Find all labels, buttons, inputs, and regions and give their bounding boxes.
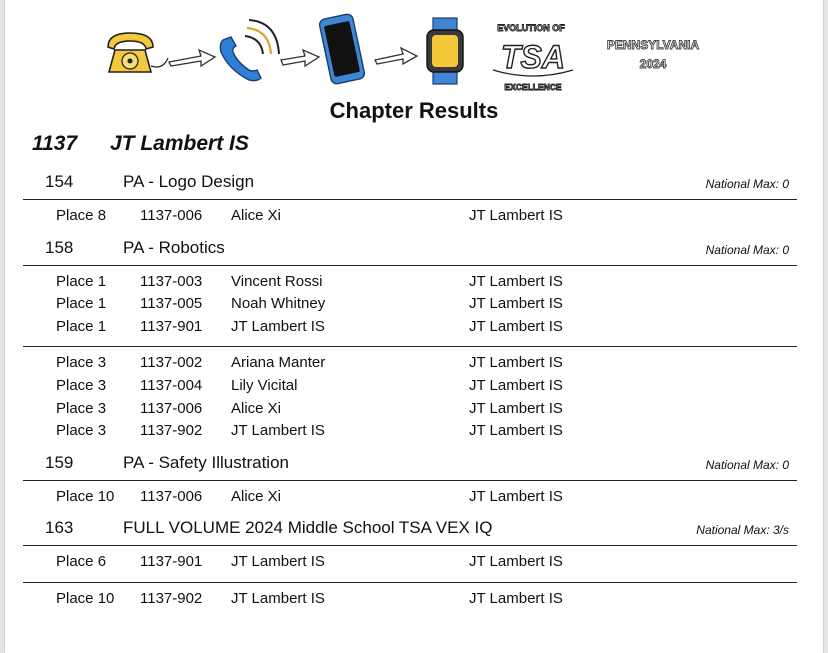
id-cell: 1137-003	[140, 272, 203, 290]
place-cell: Place 3	[56, 422, 107, 440]
national-max: National Max: 0	[705, 242, 789, 257]
id-cell: 1137-901	[140, 317, 203, 335]
school-cell: JT Lambert IS	[469, 317, 563, 335]
result-row	[23, 273, 797, 295]
event-header	[23, 516, 797, 542]
place-cell: Place 1	[56, 317, 107, 335]
logo-line3: EXCELLENCE	[504, 82, 562, 92]
place-cell: Place 3	[56, 377, 107, 394]
national-max: National Max: 0	[705, 457, 789, 472]
name-cell: JT Lambert IS	[231, 422, 325, 440]
result-row	[23, 295, 797, 317]
results-page	[5, 0, 823, 653]
school-cell: JT Lambert IS	[469, 295, 563, 313]
name-cell: Alice Xi	[231, 487, 282, 505]
name-cell: JT Lambert IS	[231, 553, 325, 571]
event-code: 158	[45, 237, 74, 257]
result-row	[23, 318, 797, 340]
id-cell: 1137-006	[140, 399, 203, 417]
arrow-icon	[375, 48, 417, 64]
id-cell: 1137-006	[140, 207, 203, 224]
school-cell: JT Lambert IS	[469, 399, 563, 417]
id-cell: 1137-004	[140, 377, 203, 394]
name-cell: Vincent Rossi	[231, 272, 323, 290]
place-cell: Place 10	[56, 487, 115, 505]
place-cell: Place 6	[56, 553, 107, 571]
event-header	[23, 236, 797, 262]
state-label: PENNSYLVANIA	[606, 38, 700, 52]
id-cell: 1137-006	[140, 487, 203, 505]
smartwatch-icon	[427, 18, 463, 84]
event-name: FULL VOLUME 2024 Middle School TSA VEX IQ	[123, 518, 493, 538]
place-cell: Place 1	[56, 295, 107, 313]
school-cell: JT Lambert IS	[469, 553, 563, 571]
place-cell: Place 3	[56, 399, 107, 417]
result-row	[23, 354, 797, 376]
id-cell: 1137-902	[140, 422, 203, 440]
name-cell: Lily Vicital	[231, 377, 298, 394]
rotary-phone-icon	[108, 33, 168, 72]
national-max: National Max: 0	[705, 177, 789, 191]
name-cell: Alice Xi	[231, 399, 282, 417]
divider	[23, 199, 797, 200]
school-cell: JT Lambert IS	[469, 487, 563, 505]
name-cell: Noah Whitney	[231, 295, 326, 313]
event-header	[23, 451, 797, 477]
result-row	[23, 553, 797, 575]
logo-mark: TSA	[501, 39, 565, 75]
divider	[23, 582, 797, 583]
divider	[23, 480, 797, 481]
id-cell: 1137-902	[140, 590, 203, 607]
place-cell: Place 3	[56, 354, 107, 372]
id-cell: 1137-002	[140, 354, 203, 372]
banner	[5, 0, 823, 100]
arrow-icon	[281, 50, 319, 66]
event-name: PA - Safety Illustration	[123, 452, 289, 472]
event-code: 154	[45, 172, 74, 191]
id-cell: 1137-901	[140, 553, 203, 571]
result-row	[23, 422, 797, 444]
name-cell: JT Lambert IS	[231, 590, 325, 607]
event-code: 163	[45, 518, 74, 538]
result-row	[23, 488, 797, 510]
event-header	[23, 170, 797, 196]
year-label: 2024	[639, 57, 667, 71]
result-row	[23, 590, 797, 612]
place-cell: Place 10	[56, 590, 115, 607]
chapter-heading	[32, 132, 249, 156]
school-cell: JT Lambert IS	[469, 207, 563, 224]
chapter-number: 1137	[32, 132, 78, 155]
event-name: PA - Robotics	[123, 237, 225, 257]
school-cell: JT Lambert IS	[469, 377, 563, 394]
name-cell: JT Lambert IS	[231, 317, 325, 335]
id-cell: 1137-005	[140, 295, 203, 313]
chapter-name: JT Lambert IS	[110, 132, 249, 155]
arrow-icon	[169, 50, 215, 66]
tsa-logo	[493, 23, 573, 92]
logo-line1: EVOLUTION OF	[497, 23, 565, 33]
result-row	[23, 377, 797, 399]
smartphone-icon	[319, 13, 366, 85]
result-row	[23, 207, 797, 229]
national-max: National Max: 3/s	[696, 523, 789, 538]
event-code: 159	[45, 452, 74, 472]
place-cell: Place 1	[56, 272, 107, 290]
event-name: PA - Logo Design	[123, 172, 255, 191]
divider	[23, 265, 797, 266]
school-cell: JT Lambert IS	[469, 590, 563, 607]
school-cell: JT Lambert IS	[469, 422, 563, 440]
page-title: Chapter Results	[329, 98, 499, 123]
school-cell: JT Lambert IS	[469, 354, 563, 372]
place-cell: Place 8	[56, 207, 107, 224]
divider	[23, 545, 797, 546]
divider	[23, 346, 797, 347]
result-row	[23, 400, 797, 422]
school-cell: JT Lambert IS	[469, 272, 563, 290]
name-cell: Alice Xi	[231, 207, 282, 224]
handset-icon	[220, 20, 279, 81]
name-cell: Ariana Manter	[231, 354, 326, 372]
